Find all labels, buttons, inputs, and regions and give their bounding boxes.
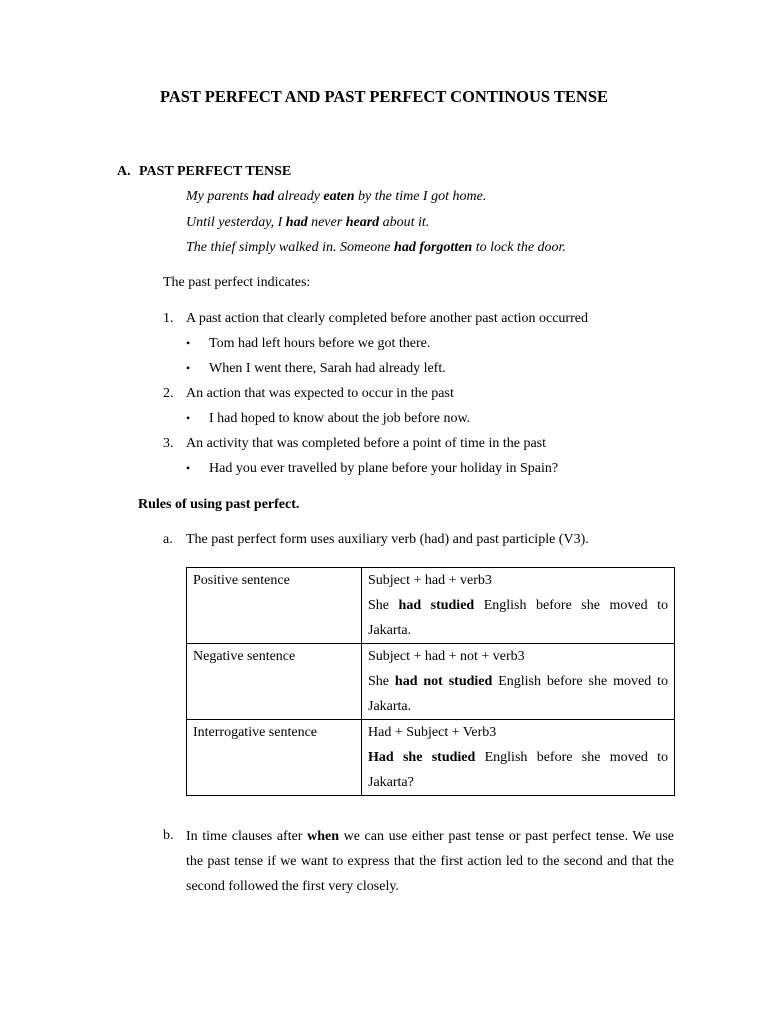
- formula: Subject + had + not + verb3: [368, 649, 525, 664]
- example-line: Had she studied English before she moved to: [368, 750, 669, 765]
- table-cell-content: [362, 720, 675, 796]
- rule-b-paragraph: In time clauses after when we can use either past tense or past perfect tense. We use the past tense if we want to express that the first action led to the second and that the second followed the first very closely.: [186, 829, 674, 894]
- section-heading-a: [117, 164, 291, 180]
- table-row: [187, 644, 675, 720]
- example-line: She had studied English before she moved to: [368, 598, 669, 613]
- bullet-icon: •: [186, 336, 191, 350]
- table-cell-label: Interrogative sentence: [187, 720, 362, 796]
- use-item-3: 3. An activity that was completed before a point of time in the past: [163, 436, 547, 451]
- example-sentence-2: Until yesterday, I had never heard about it.: [186, 215, 430, 230]
- table-row: [187, 720, 675, 796]
- table-cell-label: Negative sentence: [187, 644, 362, 720]
- bullet-icon: •: [186, 461, 191, 475]
- form-table: [186, 567, 675, 796]
- example-sentence-3: The thief simply walked in. Someone had forgotten to lock the door.: [186, 240, 566, 255]
- bullet-item: • When I went there, Sarah had already left.: [186, 361, 446, 376]
- formula: Subject + had + verb3: [368, 573, 492, 588]
- bullet-item: • Tom had left hours before we got there.: [186, 336, 431, 351]
- page-title: PAST PERFECT AND PAST PERFECT CONTINOUS TENSE: [159, 87, 609, 106]
- bullet-item: • I had hoped to know about the job before now.: [186, 411, 471, 426]
- use-item-1: 1. A past action that clearly completed before another past action occurred: [163, 311, 588, 326]
- use-item-2: 2. An action that was expected to occur in the past: [163, 386, 454, 401]
- table-cell-content: [362, 568, 675, 644]
- rules-heading: Rules of using past perfect.: [138, 497, 300, 512]
- example-end: Jakarta.: [368, 623, 412, 638]
- example-sentence-1: My parents had already eaten by the time I got home.: [186, 189, 487, 204]
- table-cell-label: Positive sentence: [187, 568, 362, 644]
- rule-a: a. The past perfect form uses auxiliary verb (had) and past participle (V3).: [163, 532, 589, 547]
- bullet-icon: •: [186, 411, 191, 425]
- indicates-paragraph: The past perfect indicates:: [163, 275, 311, 290]
- rule-b-letter: b.: [163, 828, 174, 843]
- table-row: [187, 568, 675, 644]
- section-letter: A.: [117, 164, 131, 179]
- formula: Had + Subject + Verb3: [368, 725, 497, 740]
- example-end: Jakarta?: [368, 775, 414, 790]
- bullet-icon: •: [186, 361, 191, 375]
- bullet-item: • Had you ever travelled by plane before your holiday in Spain?: [186, 461, 559, 476]
- example-line: She had not studied English before she moved to: [368, 674, 669, 689]
- section-title: PAST PERFECT TENSE: [139, 164, 292, 179]
- example-end: Jakarta.: [368, 699, 412, 714]
- table-cell-content: [362, 644, 675, 720]
